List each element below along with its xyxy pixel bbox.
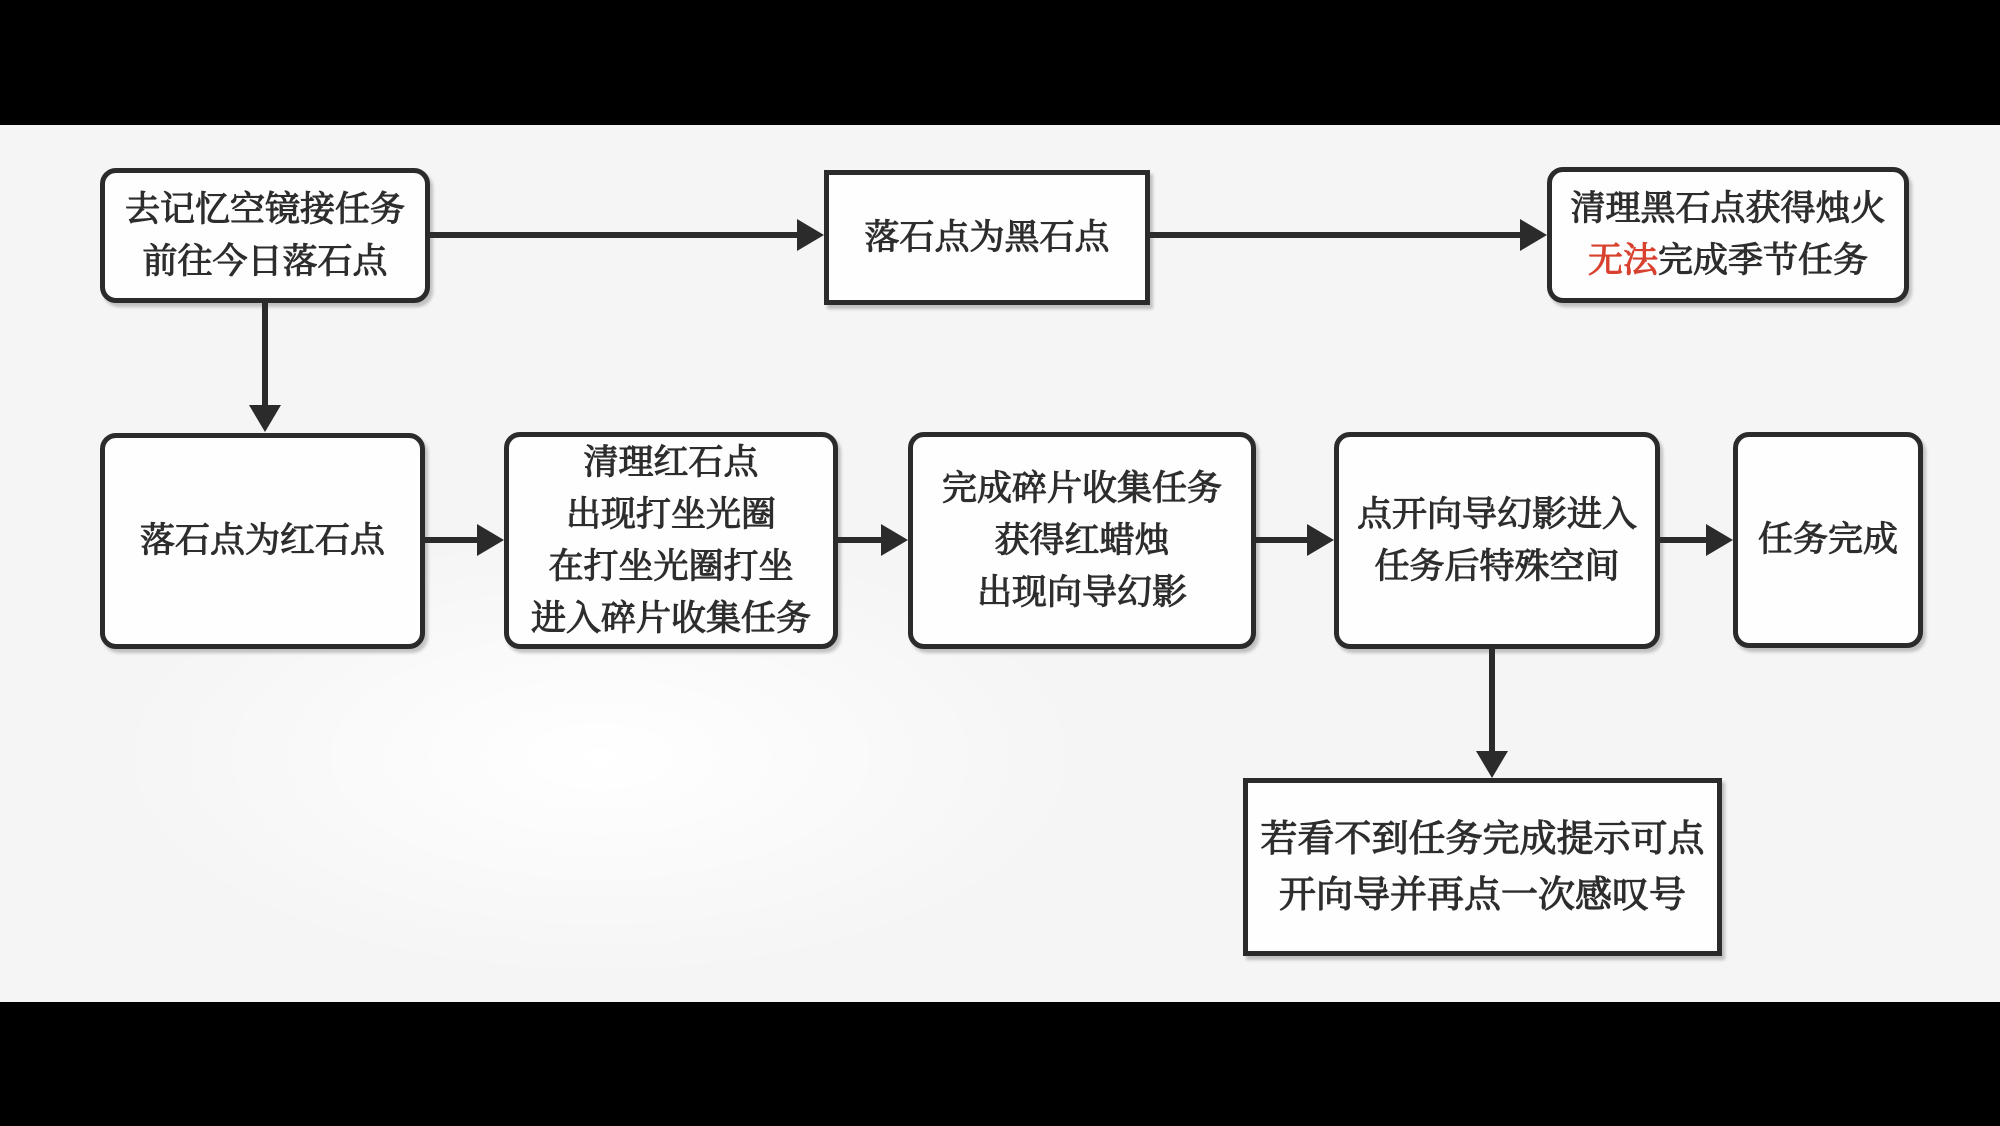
node-black-result	[1547, 167, 1909, 303]
edge-accept-to-red	[262, 303, 268, 405]
node-tip	[1243, 778, 1722, 956]
node-collect-shards	[908, 432, 1256, 649]
node-text-line: 任务完成	[1757, 520, 1898, 559]
node-task-done	[1733, 432, 1923, 648]
node-text-rest: 完成季节任务	[1658, 241, 1869, 280]
edge-clear-to-collect	[838, 537, 884, 543]
node-text-line: 任务后特殊空间	[1374, 546, 1620, 586]
node-text-red: 无法	[1587, 241, 1658, 280]
letterbox-bottom	[0, 1002, 2000, 1126]
node-text-line: 进入碎片收集任务	[530, 598, 811, 638]
node-text-line: 出现向导幻影	[976, 572, 1187, 612]
arrowhead-icon	[477, 524, 504, 556]
node-text-line: 完成碎片收集任务	[941, 468, 1222, 508]
edge-red-to-clear	[425, 537, 480, 543]
edge-collect-to-guide	[1256, 537, 1310, 543]
edge-accept-to-black	[430, 232, 802, 238]
node-text-line: 若看不到任务完成提示可点	[1260, 818, 1705, 859]
node-text-line: 前往今日落石点	[142, 241, 388, 281]
node-text-line: 清理红石点	[583, 442, 759, 482]
node-guide-phantom	[1334, 432, 1660, 649]
node-text-line	[1588, 235, 1868, 287]
node-text-line: 获得红蜡烛	[994, 520, 1170, 560]
node-accept-task	[100, 168, 430, 303]
arrowhead-icon	[249, 405, 281, 432]
node-text-line: 落石点为黑石点	[864, 217, 1110, 257]
node-text-line: 点开向导幻影进入	[1356, 494, 1637, 534]
arrowhead-icon	[797, 219, 824, 251]
arrowhead-icon	[881, 524, 908, 556]
node-black-stone	[824, 170, 1150, 305]
edge-guide-to-done	[1660, 537, 1709, 543]
node-text-line: 开向导并再点一次感叹号	[1279, 874, 1686, 915]
letterbox-top	[0, 0, 2000, 125]
node-clear-red	[504, 432, 838, 649]
node-text-line: 去记忆空镜接任务	[124, 189, 405, 229]
arrowhead-icon	[1520, 219, 1547, 251]
arrowhead-icon	[1706, 524, 1733, 556]
node-red-stone	[100, 433, 425, 649]
edge-guide-to-tip	[1489, 649, 1495, 751]
node-text-line: 在打坐光圈打坐	[548, 546, 794, 586]
edge-black-to-result	[1150, 232, 1522, 238]
node-text-line: 出现打坐光圈	[565, 494, 776, 534]
arrowhead-icon	[1307, 524, 1334, 556]
node-text-line: 落石点为红石点	[139, 521, 385, 560]
arrowhead-icon	[1476, 751, 1508, 778]
node-text-line: 清理黑石点获得烛火	[1570, 189, 1886, 228]
flowchart-canvas	[0, 125, 2000, 1002]
